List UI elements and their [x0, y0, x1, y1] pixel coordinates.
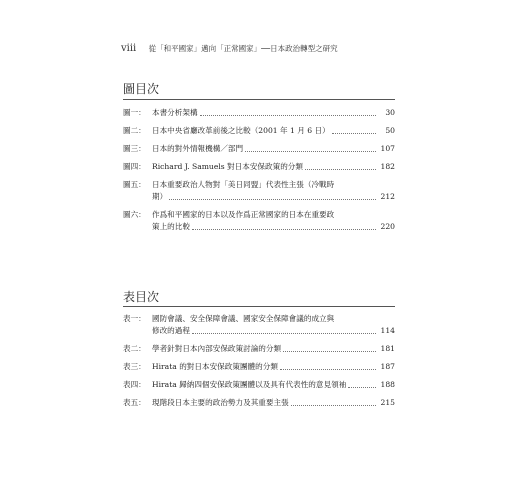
toc-entry[interactable]: [123, 161, 395, 173]
entry-page-number: 188: [380, 380, 395, 389]
entry-page-number: 107: [380, 144, 395, 153]
figures-title: 圖目次: [123, 82, 160, 96]
entry-page-number: 220: [380, 222, 395, 231]
toc-entry[interactable]: [123, 361, 395, 373]
entry-title: 現階段日本主要的政治勢力及其重要主張: [152, 398, 289, 407]
dot-leader: [280, 369, 376, 370]
running-title: 從「和平國家」邁向「正常國家」──日本政治轉型之研究: [148, 44, 338, 53]
entry-title: 期）: [152, 192, 168, 201]
toc-entry[interactable]: [123, 209, 395, 233]
toc-entry[interactable]: [123, 179, 395, 203]
dot-leader: [305, 169, 376, 170]
toc-entry[interactable]: [123, 343, 395, 355]
dot-leader: [348, 387, 376, 388]
entry-page-number: 212: [380, 192, 395, 201]
entry-number: 圖二：: [123, 126, 146, 135]
entry-number: 圖三：: [123, 144, 146, 153]
entry-title: Richard J. Samuels 對日本安保政策的分類: [152, 162, 303, 171]
toc-entry[interactable]: [123, 107, 395, 119]
toc-entry[interactable]: [123, 397, 395, 409]
dot-leader: [192, 333, 376, 334]
entry-title: 日本重要政治人物對「美日同盟」代表性主張（冷戰時: [152, 180, 335, 189]
dot-leader: [192, 229, 376, 230]
tables-list: [123, 313, 395, 415]
entry-title: 國防會議、安全保障會議、國家安全保障會議的成立與: [152, 314, 335, 323]
entry-page-number: 30: [385, 108, 395, 117]
entry-title: 策上的比較: [152, 222, 190, 231]
toc-entry[interactable]: [123, 143, 395, 155]
entry-title: 本書分析架構: [152, 108, 198, 117]
figures-list: [123, 107, 395, 239]
entry-page-number: 187: [380, 362, 395, 371]
running-header: [121, 43, 411, 54]
dot-leader: [291, 405, 376, 406]
dot-leader: [245, 151, 376, 152]
entry-page-number: 215: [380, 398, 395, 407]
figures-divider: [123, 99, 395, 100]
entry-page-number: 50: [385, 126, 395, 135]
entry-title: Hirata 的對日本安保政策團體的分類: [152, 362, 278, 371]
toc-entry[interactable]: [123, 313, 395, 337]
entry-number: 表三：: [123, 362, 146, 371]
dot-leader: [332, 133, 376, 134]
entry-title: Hirata 歸納四個安保政策團體以及具有代表性的意見領袖: [152, 380, 347, 389]
tables-title: 表目次: [123, 290, 160, 304]
entry-number: 表一：: [123, 314, 146, 323]
entry-title: 修改的過程: [152, 326, 190, 335]
toc-entry[interactable]: [123, 379, 395, 391]
page-number: viii: [121, 43, 137, 54]
entry-title: 作爲和平國家的日本以及作爲正常國家的日本在重要政: [152, 210, 335, 219]
entry-page-number: 114: [380, 326, 395, 335]
entry-number: 圖五：: [123, 180, 146, 189]
entry-number: 表五：: [123, 398, 146, 407]
dot-leader: [283, 351, 376, 352]
entry-number: 圖六：: [123, 210, 146, 219]
entry-number: 圖四：: [123, 162, 146, 171]
entry-number: 圖一：: [123, 108, 146, 117]
dot-leader: [169, 199, 376, 200]
tables-divider: [123, 306, 395, 307]
entry-number: 表二：: [123, 344, 146, 353]
entry-page-number: 181: [380, 344, 395, 353]
entry-title: 學者針對日本內部安保政策討論的分類: [152, 344, 282, 353]
entry-page-number: 182: [380, 162, 395, 171]
entry-title: 日本的對外情報機構／部門: [152, 144, 244, 153]
entry-title: 日本中央省廳改革前後之比較（2001 年 1 月 6 日）: [152, 126, 330, 135]
toc-entry[interactable]: [123, 125, 395, 137]
dot-leader: [200, 115, 376, 116]
entry-number: 表四：: [123, 380, 146, 389]
